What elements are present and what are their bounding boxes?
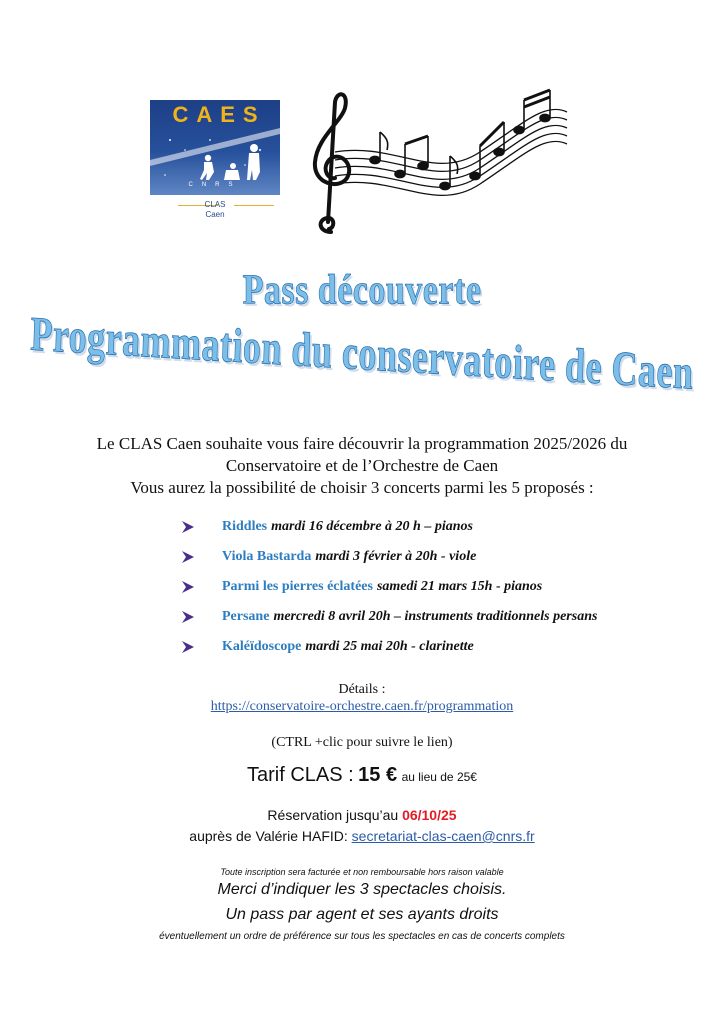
concert-name: Persane (222, 609, 270, 624)
arrow-bullet-icon (180, 549, 196, 565)
footer-note: Toute inscription sera facturée et non remboursable hors raison valable (220, 867, 504, 877)
caes-logo (150, 100, 280, 195)
concert-details: samedi 21 mars 15h - pianos (376, 579, 543, 594)
footer-line2: Un pass par agent et ses ayants droits (225, 906, 499, 923)
arrow-bullet-icon (180, 579, 196, 595)
reservation-prefix: Réservation jusqu’au (267, 807, 399, 823)
tarif-price: 15 € (358, 764, 398, 786)
arrow-bullet-icon (180, 639, 196, 655)
contact-prefix: auprès de Valérie HAFID: (189, 828, 348, 844)
logo-illustration (150, 100, 280, 195)
tarif-note: au lieu de 25€ (401, 770, 477, 784)
concert-name: Riddles (222, 519, 268, 534)
logo-sub: CNRS (188, 182, 242, 188)
contact-line (0, 828, 724, 844)
logo-foot (150, 200, 280, 220)
reservation-date: 06/10/25 (402, 807, 457, 823)
reservation-line (0, 807, 724, 823)
concert-name: Kaléïdoscope (222, 639, 302, 654)
concert-name: Parmi les pierres éclatées (222, 579, 373, 594)
intro-line2: Conservatoire et de l’Orchestre de Caen (225, 456, 499, 475)
concert-details: mardi 3 février à 20h - viole (315, 549, 477, 564)
logo-word: CAES (172, 102, 266, 127)
concert-details: mardi 25 mai 20h - clarinette (305, 639, 474, 654)
tarif-line (0, 764, 724, 787)
logo-foot-line2: Caen (205, 210, 225, 219)
intro-line1: Le CLAS Caen souhaite vous faire découvrir la programmation 2025/2026 du (96, 434, 628, 453)
arrow-bullet-icon (180, 609, 196, 625)
concert-details: mercredi 8 avril 20h – instruments traditionnels persans (273, 609, 598, 624)
logo-foot-line1: CLAS (204, 200, 226, 209)
details-label: Détails : (338, 682, 386, 697)
contact-email-link[interactable]: secretariat-clas-caen@cnrs.fr (351, 828, 535, 844)
concert-name: Viola Bastarda (222, 549, 312, 564)
arrow-bullet-icon (180, 519, 196, 535)
treble-clef-icon (315, 94, 349, 232)
concert-details: mardi 16 décembre à 20 h – pianos (271, 519, 473, 534)
tarif-label: Tarif CLAS : (247, 764, 354, 786)
footer-line1: Merci d’indiquer les 3 spectacles choisis. (217, 881, 507, 898)
program-link[interactable]: https://conservatoire-orchestre.caen.fr/programmation (210, 699, 514, 714)
title-line2: Programmation du conservatoire de Caen (29, 306, 695, 400)
intro-line3: Vous aurez la possibilité de choisir 3 concerts parmi les 5 proposés : (130, 478, 594, 497)
music-notes-icon (305, 82, 575, 242)
title-line1: Pass découverte (242, 267, 482, 314)
link-hint: (CTRL +clic pour suivre le lien) (271, 735, 453, 750)
footer-line3: éventuellement un ordre de préférence sur tous les spectacles en cas de concerts complets (159, 931, 565, 942)
